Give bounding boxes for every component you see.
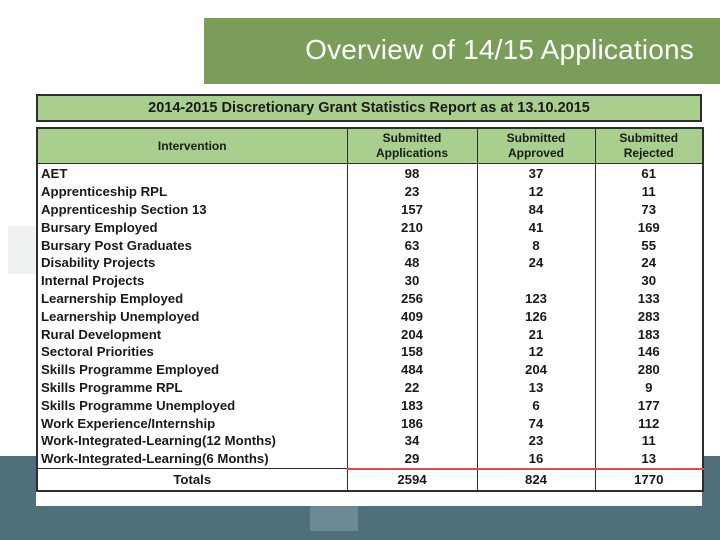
cell-applications: 256 (347, 290, 477, 308)
cell-applications: 22 (347, 379, 477, 397)
cell-applications: 204 (347, 325, 477, 343)
bottom-decor-tab (310, 505, 358, 531)
cell-applications: 48 (347, 254, 477, 272)
left-decor-block (8, 226, 36, 274)
table-row (37, 307, 703, 325)
cell-approved: 8 (477, 236, 595, 254)
cell-approved: 13 (477, 379, 595, 397)
cell-applications: 409 (347, 307, 477, 325)
cell-rejected: 177 (595, 396, 703, 414)
table-row (37, 432, 703, 450)
cell-intervention: AET (37, 164, 347, 183)
table-row (37, 290, 703, 308)
cell-approved: 123 (477, 290, 595, 308)
table-row (37, 272, 703, 290)
cell-intervention: Skills Programme Employed (37, 361, 347, 379)
cell-rejected: 169 (595, 218, 703, 236)
cell-rejected: 283 (595, 307, 703, 325)
cell-rejected: 55 (595, 236, 703, 254)
table-row (37, 379, 703, 397)
cell-applications: 484 (347, 361, 477, 379)
cell-intervention: Disability Projects (37, 254, 347, 272)
cell-intervention: Internal Projects (37, 272, 347, 290)
table-row (37, 183, 703, 201)
cell-applications: 183 (347, 396, 477, 414)
totals-label: Totals (37, 469, 347, 491)
table-row (37, 201, 703, 219)
cell-applications: 98 (347, 164, 477, 183)
cell-rejected: 30 (595, 272, 703, 290)
cell-approved: 12 (477, 343, 595, 361)
cell-rejected: 11 (595, 432, 703, 450)
cell-applications: 23 (347, 183, 477, 201)
cell-rejected: 146 (595, 343, 703, 361)
cell-applications: 210 (347, 218, 477, 236)
cell-intervention: Learnership Unemployed (37, 307, 347, 325)
slide-title-bar (204, 18, 720, 84)
table-row (37, 396, 703, 414)
cell-intervention: Learnership Employed (37, 290, 347, 308)
cell-rejected: 280 (595, 361, 703, 379)
cell-rejected: 112 (595, 414, 703, 432)
table-row (37, 361, 703, 379)
table-row (37, 343, 703, 361)
cell-approved: 24 (477, 254, 595, 272)
header-submitted-applications: Submitted Applications (347, 128, 477, 164)
table-row (37, 254, 703, 272)
cell-rejected: 73 (595, 201, 703, 219)
cell-intervention: Bursary Post Graduates (37, 236, 347, 254)
table-row (37, 325, 703, 343)
table-row (37, 236, 703, 254)
cell-rejected: 11 (595, 183, 703, 201)
totals-applications: 2594 (347, 469, 477, 491)
cell-intervention: Work-Integrated-Learning(6 Months) (37, 450, 347, 469)
cell-approved: 204 (477, 361, 595, 379)
totals-approved: 824 (477, 469, 595, 491)
cell-rejected: 9 (595, 379, 703, 397)
cell-applications: 29 (347, 450, 477, 469)
header-intervention: Intervention (37, 128, 347, 164)
cell-rejected: 61 (595, 164, 703, 183)
cell-rejected: 133 (595, 290, 703, 308)
cell-intervention: Bursary Employed (37, 218, 347, 236)
totals-rejected: 1770 (595, 469, 703, 491)
cell-intervention: Skills Programme Unemployed (37, 396, 347, 414)
cell-approved: 126 (477, 307, 595, 325)
table-row (37, 414, 703, 432)
table-header-row (37, 128, 703, 164)
header-submitted-approved: Submitted Approved (477, 128, 595, 164)
report-title: 2014-2015 Discretionary Grant Statistics Report as at 13.10.2015 (36, 94, 702, 122)
statistics-table (36, 127, 704, 492)
cell-approved: 21 (477, 325, 595, 343)
cell-applications: 34 (347, 432, 477, 450)
cell-approved: 12 (477, 183, 595, 201)
cell-rejected: 13 (595, 450, 703, 469)
cell-approved (477, 272, 595, 290)
cell-intervention: Sectoral Priorities (37, 343, 347, 361)
cell-approved: 6 (477, 396, 595, 414)
slide-title: Overview of 14/15 Applications (305, 34, 694, 65)
cell-approved: 23 (477, 432, 595, 450)
cell-applications: 157 (347, 201, 477, 219)
cell-applications: 186 (347, 414, 477, 432)
cell-rejected: 24 (595, 254, 703, 272)
cell-intervention: Apprenticeship Section 13 (37, 201, 347, 219)
cell-intervention: Work-Integrated-Learning(12 Months) (37, 432, 347, 450)
cell-approved: 84 (477, 201, 595, 219)
cell-approved: 37 (477, 164, 595, 183)
cell-intervention: Skills Programme RPL (37, 379, 347, 397)
totals-row (37, 469, 703, 491)
cell-approved: 16 (477, 450, 595, 469)
cell-intervention: Work Experience/Internship (37, 414, 347, 432)
cell-intervention: Rural Development (37, 325, 347, 343)
cell-applications: 158 (347, 343, 477, 361)
cell-rejected: 183 (595, 325, 703, 343)
table-row (37, 450, 703, 469)
table-row (37, 218, 703, 236)
report-table-image (36, 94, 702, 506)
cell-approved: 74 (477, 414, 595, 432)
cell-approved: 41 (477, 218, 595, 236)
cell-applications: 63 (347, 236, 477, 254)
header-submitted-rejected: Submitted Rejected (595, 128, 703, 164)
cell-intervention: Apprenticeship RPL (37, 183, 347, 201)
cell-applications: 30 (347, 272, 477, 290)
table-row (37, 164, 703, 183)
